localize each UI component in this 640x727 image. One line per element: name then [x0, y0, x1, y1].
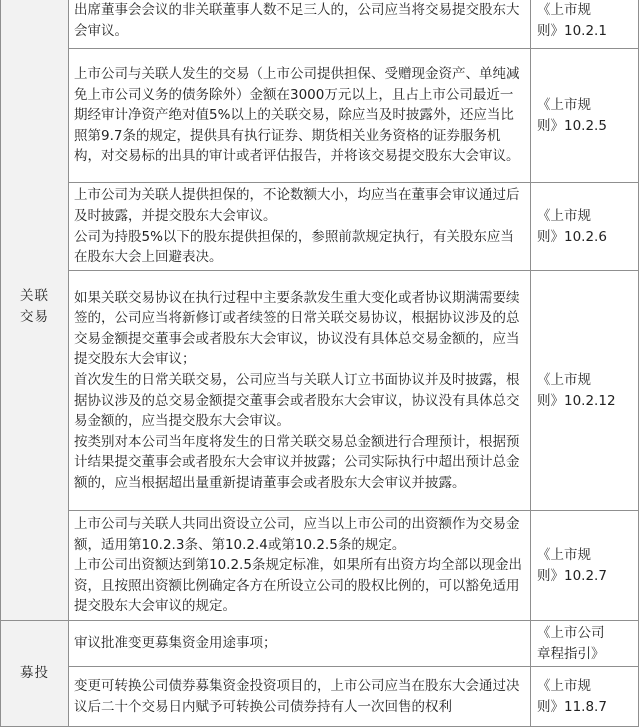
content-paragraph: 上市公司为关联人提供担保的，不论数额大小，均应当在董事会审议通过后及时披露，并提交股东大会审议。 — [74, 187, 520, 224]
rule-reference-cell — [531, 49, 639, 183]
content-paragraph: 上市公司与关联人共同出资设立公司，应当以上市公司的出资额作为交易金额，适用第10.2.3条、第10.2.4或第10.2.5条的规定。 — [74, 516, 520, 553]
table-row — [1, 667, 639, 727]
table-row — [1, 621, 639, 667]
rule-article: 则》11.8.7 — [537, 698, 607, 715]
rule-article: 则》10.2.12 — [537, 392, 616, 409]
rule-reference-cell — [531, 667, 639, 727]
rule-reference-cell — [531, 621, 639, 667]
content-paragraph: 出席董事会会议的非关联董事人数不足三人的，公司应当将交易提交股东大会审议。 — [74, 1, 520, 39]
table-row — [1, 0, 639, 49]
category-label: 募投 — [20, 665, 49, 682]
content-cell — [69, 183, 531, 271]
rule-reference-cell — [531, 271, 639, 511]
rule-source: 《上市规 — [537, 371, 591, 388]
rule-article: 则》10.2.6 — [537, 228, 607, 245]
rule-reference-cell — [531, 0, 639, 49]
content-paragraph: 上市公司与关联人发生的交易（上市公司提供担保、受赠现金资产、单纯减免上市公司义务的债务除外）金额在3000万元以上，且占上市公司最近一期经审计净资产绝对值5%以上的关联交易，除应当及时披露外，还应当比照第9.7条的规定，提供具有执行证券、期货相关业务资格的证券服务机构，对交易标的出具的审计或者评估报告，并将该交易提交股东大会审议。 — [74, 66, 520, 165]
content-cell — [69, 621, 531, 667]
rule-article: 则》10.2.7 — [537, 567, 607, 584]
content-cell — [69, 667, 531, 727]
category-cell-fundraising — [1, 621, 69, 727]
rule-article: 则》10.2.5 — [537, 117, 607, 134]
content-cell — [69, 271, 531, 511]
rule-reference-cell — [531, 183, 639, 271]
rule-source: 《上市规 — [537, 96, 591, 113]
content-paragraph: 如果关联交易协议在执行过程中主要条款发生重大变化或者协议期满需要续签的，公司应当将新修订或者续签的日常关联交易协议，根据协议涉及的总交易金额提交董事会或者股东大会审议，协议没有具体总交易金额的，应当提交股东大会审议； — [74, 289, 520, 368]
content-cell — [69, 511, 531, 621]
rule-source: 《上市规 — [537, 1, 591, 18]
table-row — [1, 183, 639, 271]
content-paragraph: 按类别对本公司当年度将发生的日常关联交易总金额进行合理预计，根据预计结果提交董事会或者股东大会审议并披露；公司实际执行中超出预计总金额的，应当根据超出量重新提请董事会或者股东大会审议并披露。 — [74, 433, 520, 491]
rule-reference-cell — [531, 511, 639, 621]
content-cell — [69, 49, 531, 183]
category-label: 关联交易 — [20, 287, 49, 325]
content-paragraph: 审议批准变更募集资金用途事项； — [74, 635, 277, 652]
rule-source: 《上市规 — [537, 678, 591, 695]
table-row — [1, 511, 639, 621]
table-row — [1, 271, 639, 511]
rule-source: 《上市公司 — [537, 625, 605, 641]
rule-source: 《上市规 — [537, 546, 591, 563]
content-cell — [69, 0, 531, 49]
content-paragraph: 首次发生的日常关联交易，公司应当与关联人订立书面协议并及时披露，根据协议涉及的总交易金额提交董事会或者股东大会审议，协议没有具体总交易金额的，应当提交股东大会审议。 — [74, 371, 520, 430]
rule-source: 《上市规 — [537, 207, 591, 224]
content-paragraph: 上市公司出资额达到第10.2.5条规定标准，如果所有出资方均全部以现金出资，且按照出资额比例确定各方在所设立公司的股权比例的，可以豁免适用提交股东大会审议的规定。 — [74, 557, 522, 615]
rule-article: 则》10.2.1 — [537, 22, 607, 39]
content-paragraph: 公司为持股5%以下的股东提供担保的，参照前款规定执行，有关股东应当在股东大会上回避表决。 — [74, 228, 514, 266]
rule-article: 章程指引》 — [537, 645, 605, 662]
category-cell-related-transactions — [1, 0, 69, 621]
content-paragraph: 变更可转换公司债券募集资金投资项目的，上市公司应当在股东大会通过决议后二十个交易日内赋予可转换公司债券持有人一次回售的权利 — [74, 678, 520, 715]
table-row — [1, 49, 639, 183]
